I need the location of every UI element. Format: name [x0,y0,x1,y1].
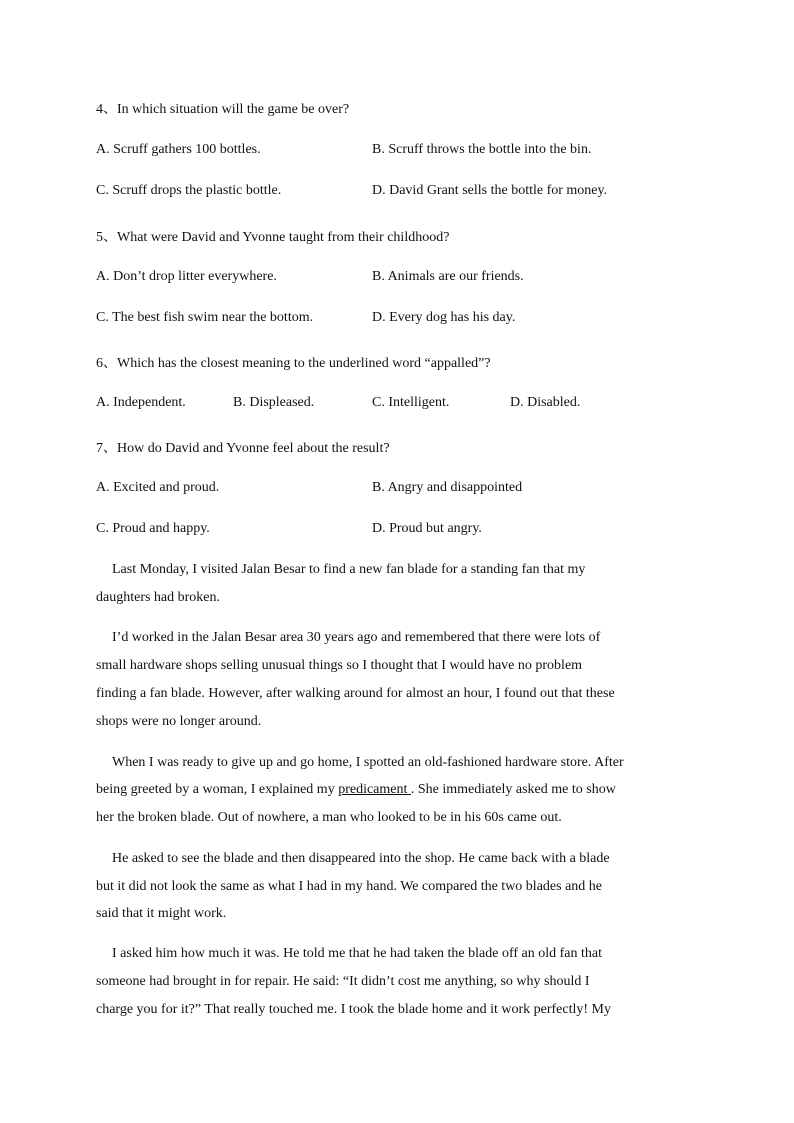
question-5-option-b: B. Animals are our friends. [372,269,524,284]
passage-p3-line2-after: . She immediately asked me to show [410,782,616,797]
passage-p2-line3: finding a fan blade. However, after walking around for almost an hour, I found out that these [96,686,615,701]
passage-p4-line1: He asked to see the blade and then disappeared into the shop. He came back with a blade [112,851,610,866]
question-6-option-b: B. Displeased. [233,395,315,410]
question-5-option-c: C. The best fish swim near the bottom. [96,310,314,325]
question-5-option-a: A. Don’t drop litter everywhere. [96,269,277,284]
passage-p2-line2: small hardware shops selling unusual things so I thought that I would have no problem [96,658,583,673]
passage-p5-line1: I asked him how much it was. He told me that he had taken the blade off an old fan that [112,946,602,961]
question-7-option-b: B. Angry and disappointed [372,480,523,495]
question-7-option-c: C. Proud and happy. [96,521,210,536]
passage-p3-line3: her the broken blade. Out of nowhere, a man who looked to be in his 60s came out. [96,810,562,825]
passage-p3-line2-before: being greeted by a woman, I explained my [96,782,339,797]
passage-p2-line1: I’d worked in the Jalan Besar area 30 years ago and remembered that there were lots of [112,630,601,645]
passage-p4-line3: said that it might work. [96,906,227,921]
passage-p3-line1: When I was ready to give up and go home, I spotted an old-fashioned hardware store. After [112,755,624,770]
question-6-option-c: C. Intelligent. [372,395,450,410]
question-4-stem: 4、In which situation will the game be over? [96,102,350,117]
question-7-option-a: A. Excited and proud. [96,480,220,495]
passage-p1-line2: daughters had broken. [96,590,221,605]
question-4-option-a: A. Scruff gathers 100 bottles. [96,142,261,157]
question-5-option-d: D. Every dog has his day. [372,310,516,325]
underlined-word-predicament: predicament [338,782,411,797]
question-6-stem: 6、Which has the closest meaning to the underlined word “appalled”? [96,356,491,371]
passage-p4-line2: but it did not look the same as what I had in my hand. We compared the two blades and he [96,879,602,894]
passage-p1-line1: Last Monday, I visited Jalan Besar to find a new fan blade for a standing fan that my [112,562,586,577]
question-7-option-d: D. Proud but angry. [372,521,482,536]
question-4-option-d: D. David Grant sells the bottle for money. [372,183,608,198]
passage-p5-line2: someone had brought in for repair. He said: “It didn’t cost me anything, so why should I [96,974,590,989]
question-4-option-c: C. Scruff drops the plastic bottle. [96,183,282,198]
question-5-stem: 5、What were David and Yvonne taught from their childhood? [96,230,450,245]
passage-p2-line4: shops were no longer around. [96,714,262,729]
question-6-option-a: A. Independent. [96,395,186,410]
question-7-stem: 7、How do David and Yvonne feel about the result? [96,441,390,456]
question-6-option-d: D. Disabled. [510,395,581,410]
passage-p3-line2 [96,782,616,798]
question-4-option-b: B. Scruff throws the bottle into the bin. [372,142,592,157]
passage-p5-line3: charge you for it?” That really touched me. I took the blade home and it work perfectly! My [96,1002,611,1017]
